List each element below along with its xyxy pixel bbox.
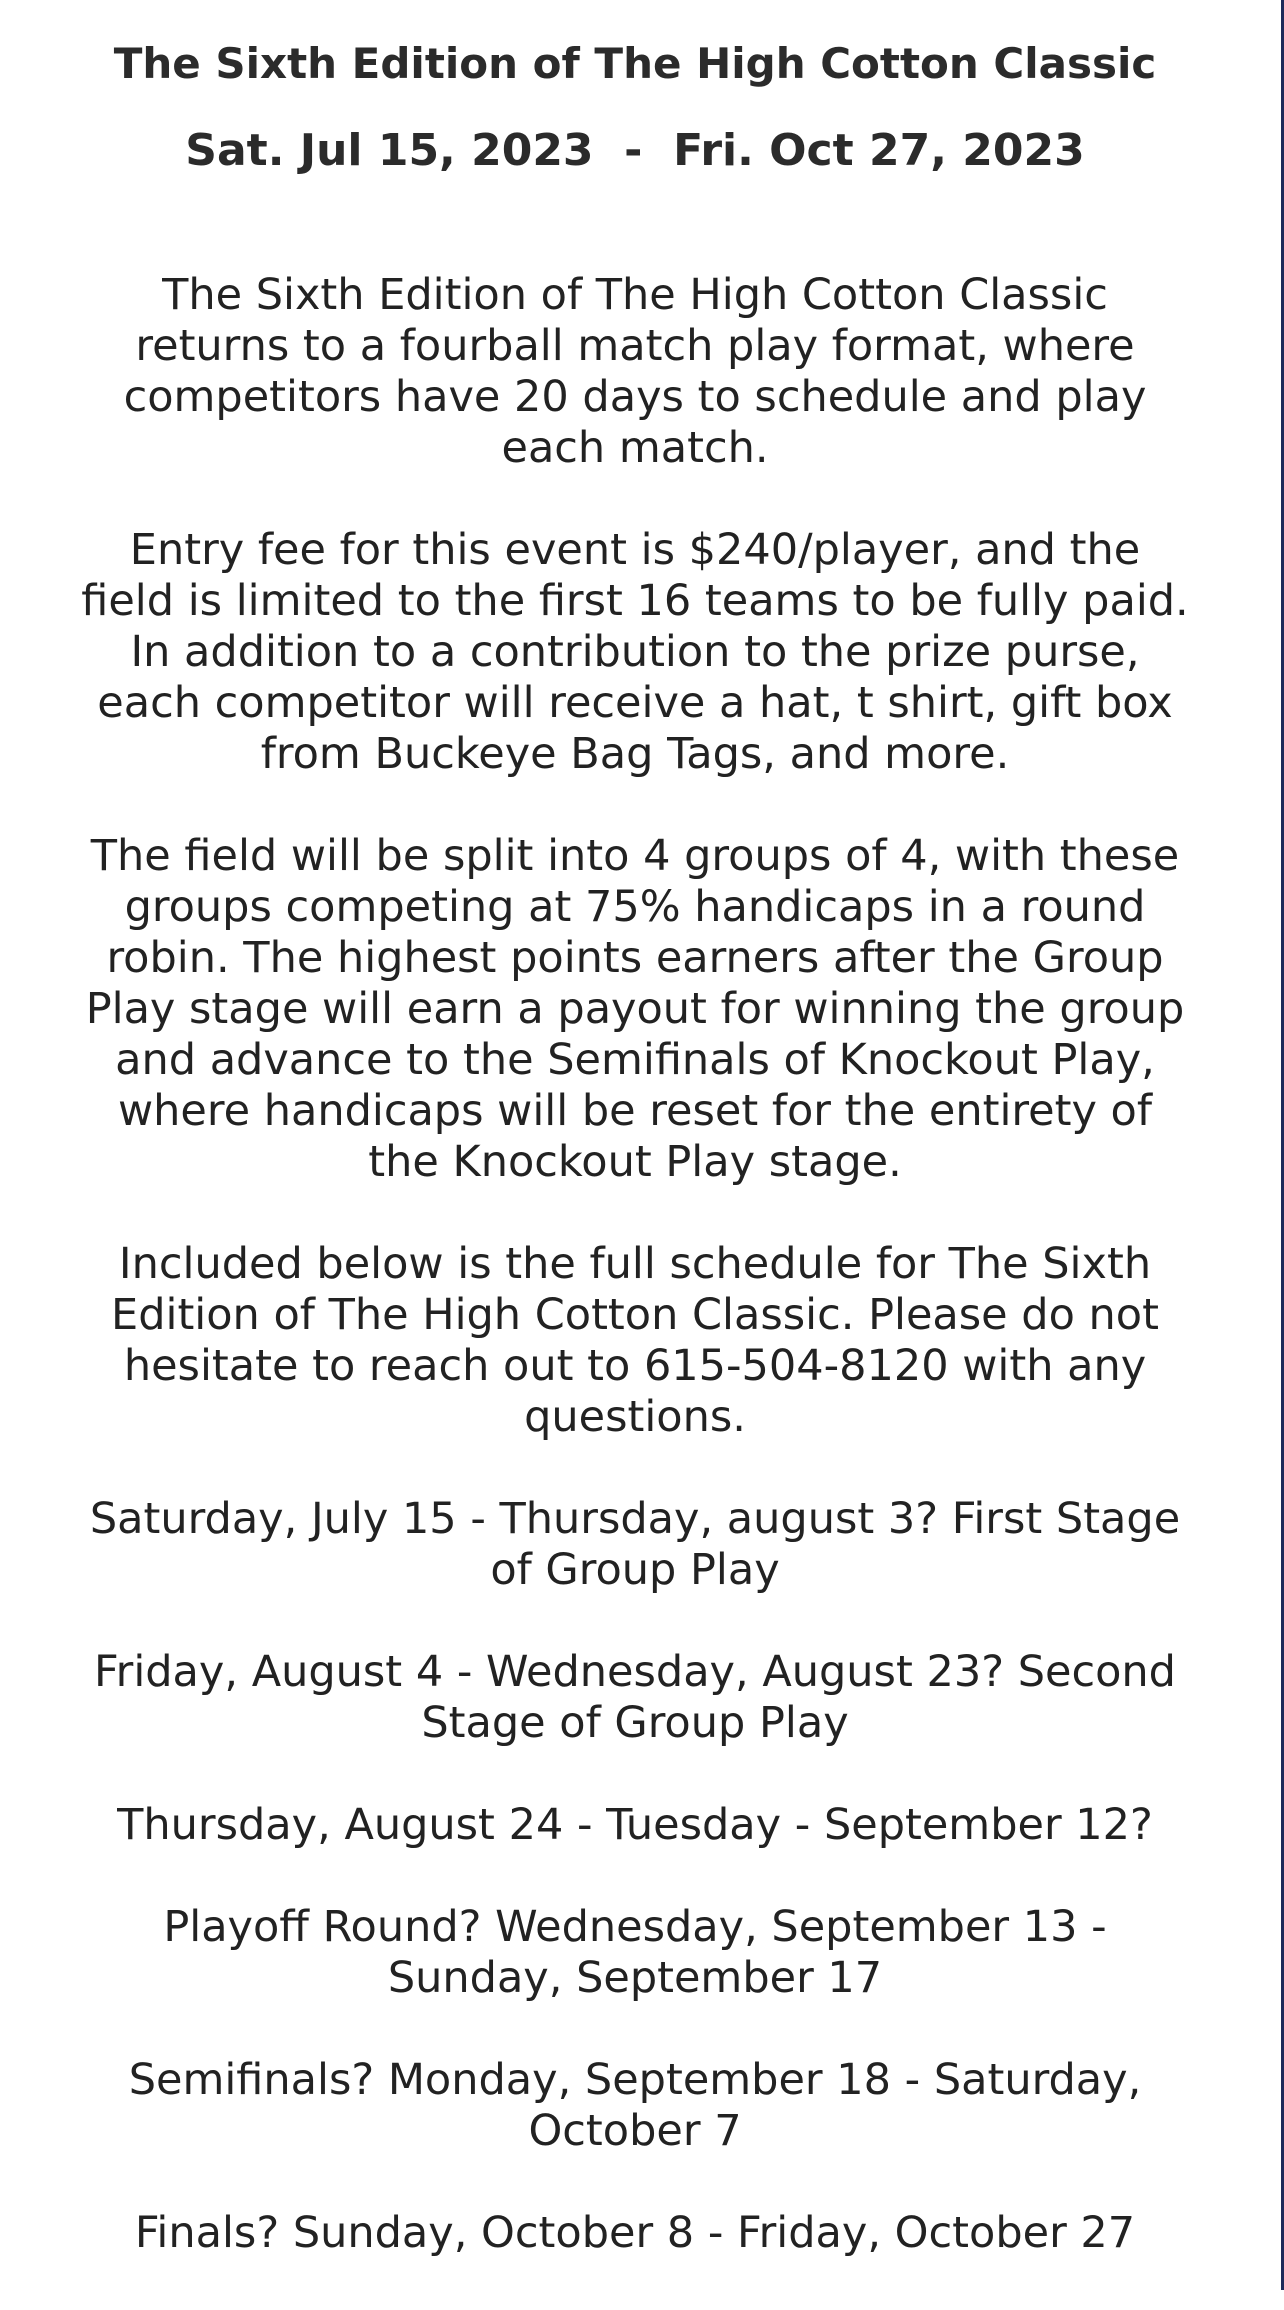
schedule-item-semifinals: Semifinals? Monday, September 18 - Saturday, October 7 xyxy=(128,2055,1142,2156)
description-paragraph-entry-fee: Entry fee for this event is $240/player, and the field is limited to the first 16 teams to be fully paid. In addition to a contribution to the prize purse, each competitor will receive a hat, t shirt, gift box from Buckeye Bag Tags, and more. xyxy=(81,525,1189,779)
event-title: The Sixth Edition of The High Cotton Classic xyxy=(113,39,1157,88)
schedule-item-playoff-round: Playoff Round? Wednesday, September 13 - Sunday, September 17 xyxy=(163,1902,1107,2003)
event-description xyxy=(80,270,1190,2310)
schedule-item-third-stage: Thursday, August 24 - Tuesday - September 12? xyxy=(117,1800,1153,1850)
schedule-item-second-stage: Friday, August 4 - Wednesday, August 23? Second Stage of Group Play xyxy=(94,1647,1176,1748)
schedule-item-first-stage: Saturday, July 15 - Thursday, august 3? First Stage of Group Play xyxy=(89,1494,1181,1595)
description-paragraph-format: The field will be split into 4 groups of 4, with these groups competing at 75% handicaps in a round robin. The highest points earners after the Group Play stage will earn a payout for winning the group and advance to the Semifinals of Knockout Play, where handicaps will be reset for the entirety of the Knockout Play stage. xyxy=(85,831,1185,1187)
event-dates: Sat. Jul 15, 2023 - Fri. Oct 27, 2023 xyxy=(185,125,1085,176)
schedule-item-finals: Finals? Sunday, October 8 - Friday, October 27 xyxy=(134,2208,1136,2258)
description-paragraph-contact: Included below is the full schedule for The Sixth Edition of The High Cotton Classic. Please do not hesitate to reach out to 615-504-8120 with any questions. xyxy=(111,1239,1159,1442)
description-paragraph-intro: The Sixth Edition of The High Cotton Classic returns to a fourball match play format, where competitors have 20 days to schedule and play each match. xyxy=(123,270,1147,473)
